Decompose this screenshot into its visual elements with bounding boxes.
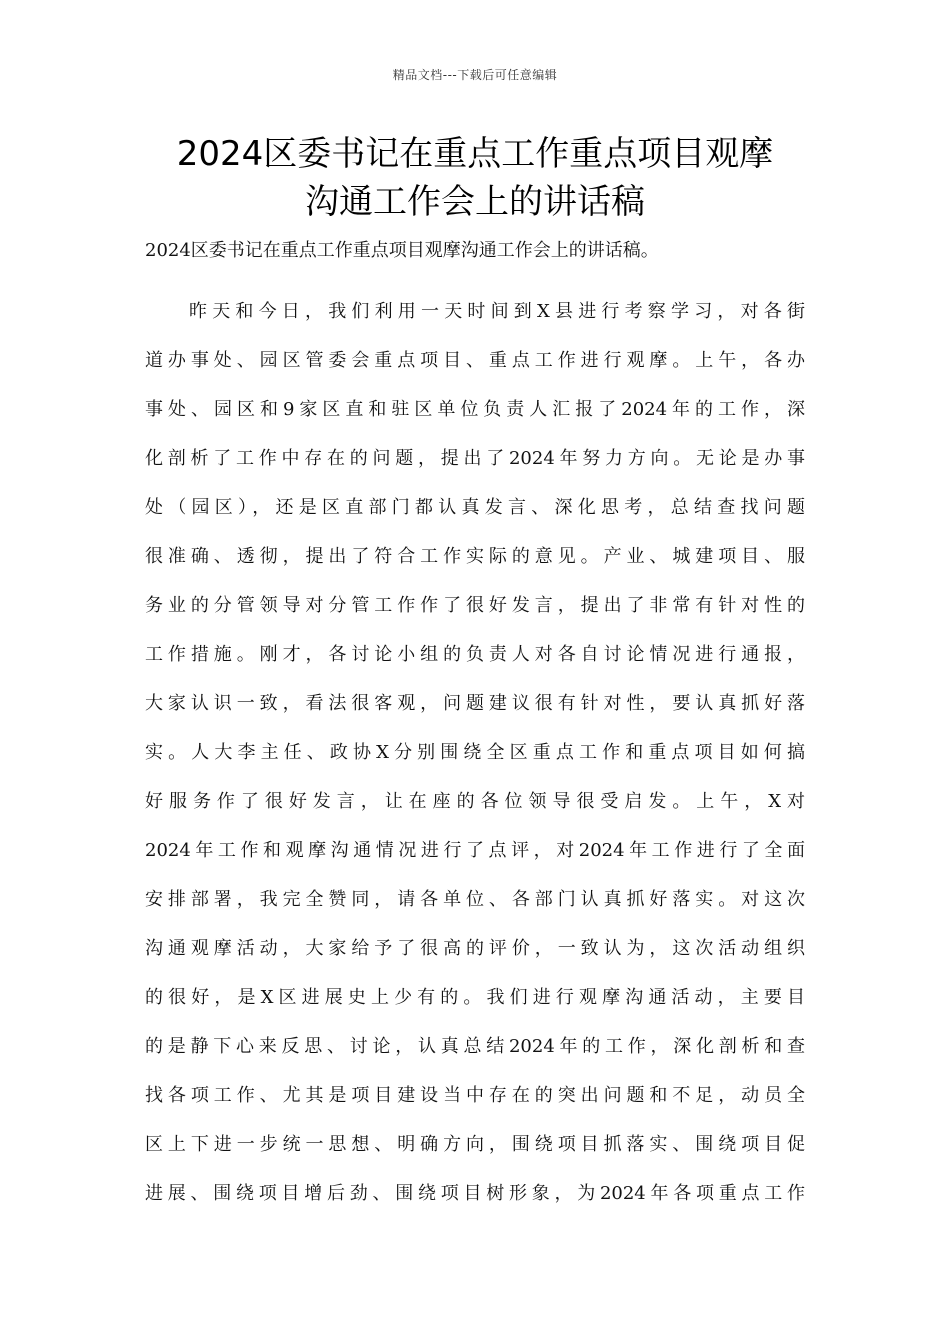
body-line: 区上下进一步统一思想、明确方向，围绕项目抓落实、围绕项目促 bbox=[145, 1134, 805, 1155]
document-title bbox=[145, 130, 805, 226]
body-paragraph bbox=[145, 287, 805, 1218]
body-line: 工作措施。刚才，各讨论小组的负责人对各自讨论情况进行通报， bbox=[145, 644, 805, 665]
body-line: 安排部署，我完全赞同，请各单位、各部门认真抓好落实。对这次 bbox=[145, 889, 805, 910]
document-subtitle: 2024区委书记在重点工作重点项目观摩沟通工作会上的讲话稿。 bbox=[145, 240, 659, 261]
body-line: 化剖析了工作中存在的问题，提出了2024年努力方向。无论是办事 bbox=[145, 448, 805, 469]
body-line: 很准确、透彻，提出了符合工作实际的意见。产业、城建项目、服 bbox=[145, 546, 805, 567]
body-line: 沟通观摩活动，大家给予了很高的评价，一致认为，这次活动组织 bbox=[145, 938, 805, 959]
body-line: 处（园区），还是区直部门都认真发言、深化思考，总结查找问题 bbox=[145, 497, 805, 518]
title-line-1: 2024区委书记在重点工作重点项目观摩 bbox=[176, 134, 774, 174]
body-line: 的很好，是X区进展史上少有的。我们进行观摩沟通活动，主要目 bbox=[145, 987, 805, 1008]
body-line: 的是静下心来反思、讨论，认真总结2024年的工作，深化剖析和查 bbox=[145, 1036, 805, 1057]
body-line: 昨天和今日，我们利用一天时间到X县进行考察学习，对各街 bbox=[189, 301, 805, 322]
body-line: 实。人大李主任、政协X分别围绕全区重点工作和重点项目如何搞 bbox=[145, 742, 805, 763]
body-line: 大家认识一致，看法很客观，问题建议很有针对性，要认真抓好落 bbox=[145, 693, 805, 714]
body-line: 找各项工作、尤其是项目建设当中存在的突出问题和不足，动员全 bbox=[145, 1085, 805, 1106]
body-line: 进展、围绕项目增后劲、围绕项目树形象，为2024年各项重点工作 bbox=[145, 1183, 805, 1204]
body-line: 事处、园区和9家区直和驻区单位负责人汇报了2024年的工作，深 bbox=[145, 399, 805, 420]
body-line: 务业的分管领导对分管工作作了很好发言，提出了非常有针对性的 bbox=[145, 595, 805, 616]
page-header: 精品文档---下载后可任意编辑 bbox=[392, 68, 558, 82]
title-line-2: 沟通工作会上的讲话稿 bbox=[305, 182, 645, 222]
body-line: 好服务作了很好发言，让在座的各位领导很受启发。上午，X对 bbox=[145, 791, 805, 812]
body-line: 道办事处、园区管委会重点项目、重点工作进行观摩。上午，各办 bbox=[145, 350, 805, 371]
body-line: 2024年工作和观摩沟通情况进行了点评，对2024年工作进行了全面 bbox=[145, 840, 805, 861]
